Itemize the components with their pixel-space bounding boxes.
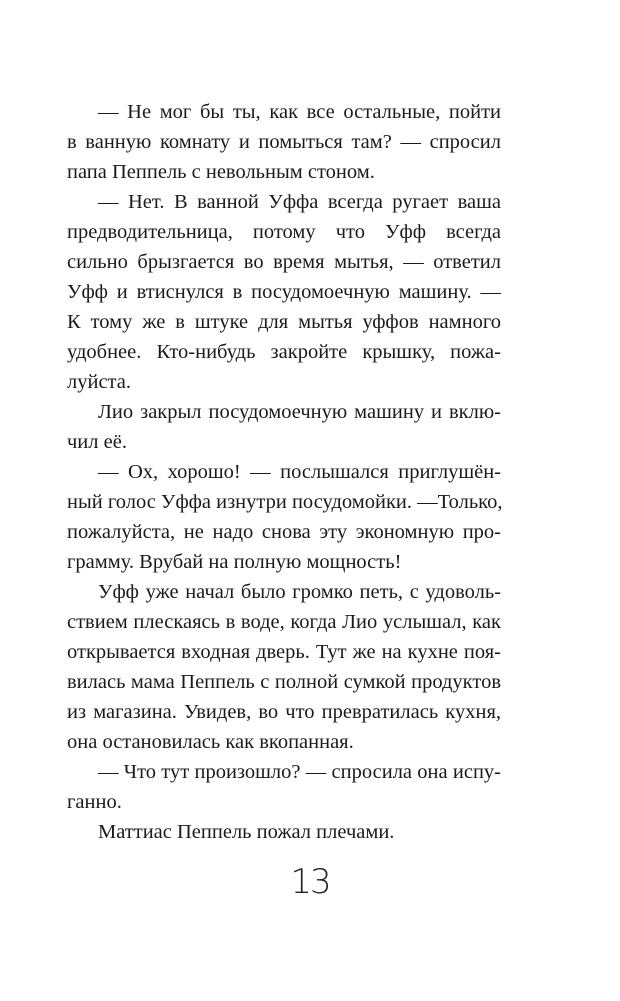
text-line: К тому же в штуке для мытья уффов намного bbox=[67, 311, 501, 333]
text-line: — Нет. В ванной Уффа всегда ругает ваша bbox=[98, 191, 501, 213]
text-line: пожалуйста, не надо снова эту экономную про- bbox=[67, 521, 501, 543]
paragraph bbox=[67, 817, 501, 847]
paragraph bbox=[67, 97, 501, 187]
paragraph bbox=[67, 397, 501, 457]
text-line: — Ох, хорошо! — послышался приглушён- bbox=[98, 461, 501, 483]
text-line: предводительница, потому что Уфф всегда bbox=[67, 221, 501, 243]
text-line: открывается входная дверь. Тут же на кухне поя- bbox=[67, 641, 501, 663]
text-line: Уфф и втиснулся в посудомоечную машину. — bbox=[67, 281, 501, 303]
text-line: удобнее. Кто-нибудь закройте крышку, пожа- bbox=[67, 341, 501, 363]
text-line: ный голос Уффа изнутри посудомойки. —Только, bbox=[67, 491, 503, 513]
text-line: она остановилась как вкопанная. bbox=[67, 731, 354, 753]
text-line: сильно брызгается во время мытья, — ответил bbox=[67, 251, 501, 273]
paragraph bbox=[67, 457, 501, 577]
text-line: вилась мама Пеппель с полной сумкой продуктов bbox=[67, 671, 501, 693]
paragraph bbox=[67, 187, 501, 397]
paragraph bbox=[67, 757, 501, 817]
text-line: в ванную комнату и помыться там? — спросил bbox=[67, 131, 501, 153]
text-line: Маттиас Пеппель пожал плечами. bbox=[98, 821, 395, 843]
text-line: ганно. bbox=[67, 791, 122, 813]
text-line: луйста. bbox=[67, 371, 131, 393]
page-number: 13 bbox=[290, 862, 330, 902]
text-line: ствием плескаясь в воде, когда Лио услышал, как bbox=[67, 611, 501, 633]
text-line: Уфф уже начал было громко петь, с удоволь- bbox=[98, 581, 501, 603]
text-line: — Что тут произошло? — спросила она испу- bbox=[98, 761, 501, 783]
text-line: из магазина. Увидев, во что превратилась кухня, bbox=[67, 701, 501, 723]
page-body-text bbox=[67, 97, 501, 847]
paragraph bbox=[67, 577, 501, 757]
text-line: папа Пеппель с невольным стоном. bbox=[67, 161, 375, 183]
text-line: — Не мог бы ты, как все остальные, пойти bbox=[98, 101, 501, 123]
text-line: чил её. bbox=[67, 431, 127, 453]
text-line: Лио закрыл посудомоечную машину и вклю- bbox=[98, 401, 501, 423]
text-line: грамму. Врубай на полную мощность! bbox=[67, 551, 402, 573]
